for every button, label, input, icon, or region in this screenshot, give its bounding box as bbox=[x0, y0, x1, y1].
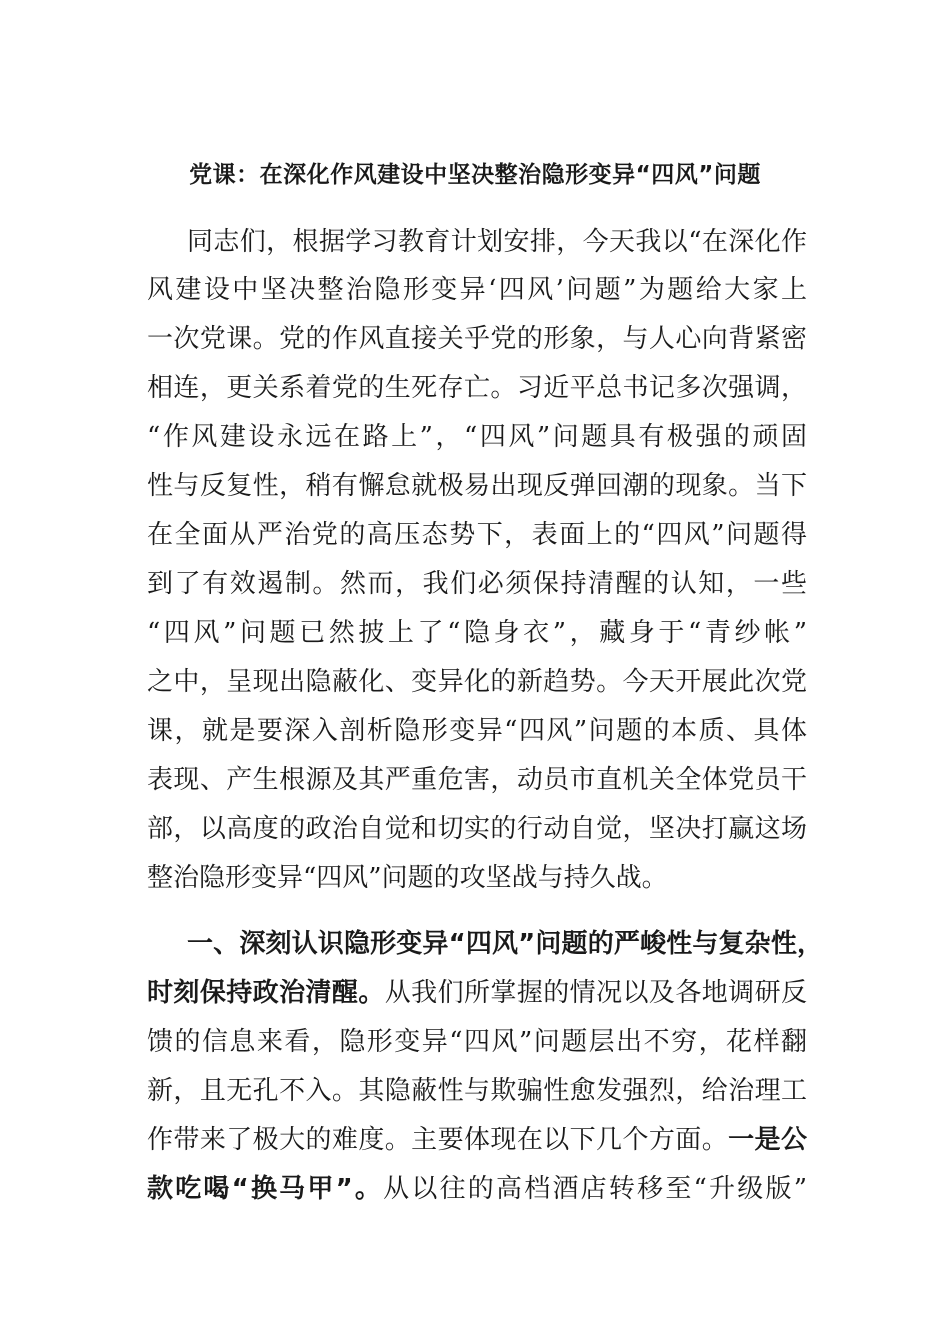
paragraph-line bbox=[147, 1169, 807, 1209]
paragraph-line: “四风”问题已然披上了“隐身衣”，藏身于“青纱帐” bbox=[147, 618, 807, 648]
paragraph-line: 整治隐形变异“四风”问题的攻坚战与持久战。 bbox=[147, 863, 668, 893]
emphasis-text: 一是公 bbox=[728, 1125, 807, 1155]
section-heading-text: 一、深刻认识隐形变异“四风”问题的严峻性与复杂性， bbox=[187, 929, 823, 959]
paragraph-line: 部，以高度的政治自觉和切实的行动自觉，坚决打赢这场 bbox=[147, 814, 807, 844]
paragraph-line: 风建设中坚决整治隐形变异‘四风’问题”为题给大家上 bbox=[147, 275, 807, 305]
emphasis-text: 款吃喝“换马甲”。 bbox=[147, 1174, 384, 1204]
body-text: 作带来了极大的难度。主要体现在以下几个方面。 bbox=[147, 1125, 729, 1155]
paragraph-line: 在全面从严治党的高压态势下，表面上的“四风”问题得 bbox=[147, 520, 807, 550]
section-heading-text: 时刻保持政治清醒。 bbox=[147, 978, 385, 1008]
paragraph-line bbox=[147, 973, 807, 1013]
paragraph-line: 一次党课。党的作风直接关乎党的形象，与人心向背紧密 bbox=[147, 324, 807, 354]
paragraph-line: “作风建设永远在路上”，“四风”问题具有极强的顽固 bbox=[147, 422, 807, 452]
body-text: 从以往的高档酒店转移至“升级版” bbox=[383, 1174, 807, 1204]
paragraph-line: 新，且无孔不入。其隐蔽性与欺骗性愈发强烈，给治理工 bbox=[147, 1076, 807, 1106]
page-title: 党课：在深化作风建设中坚决整治隐形变异“四风”问题 bbox=[189, 162, 761, 188]
body-text: 从我们所掌握的情况以及各地调研反 bbox=[384, 978, 807, 1008]
paragraph-line: 相连，更关系着党的生死存亡。习近平总书记多次强调， bbox=[147, 373, 807, 403]
paragraph-line: 之中，呈现出隐蔽化、变异化的新趋势。今天开展此次党 bbox=[147, 667, 807, 697]
section-heading bbox=[187, 924, 823, 964]
paragraph-line: 同志们，根据学习教育计划安排，今天我以“在深化作 bbox=[187, 227, 807, 257]
paragraph-line: 表现、产生根源及其严重危害，动员市直机关全体党员干 bbox=[147, 765, 807, 795]
paragraph-line: 馈的信息来看，隐形变异“四风”问题层出不穷，花样翻 bbox=[147, 1027, 807, 1057]
paragraph-line: 性与反复性，稍有懈怠就极易出现反弹回潮的现象。当下 bbox=[147, 471, 807, 501]
paragraph-line bbox=[147, 1120, 807, 1160]
paragraph-line: 课，就是要深入剖析隐形变异“四风”问题的本质、具体 bbox=[147, 716, 807, 746]
paragraph-line: 到了有效遏制。然而，我们必须保持清醒的认知，一些 bbox=[147, 569, 807, 599]
